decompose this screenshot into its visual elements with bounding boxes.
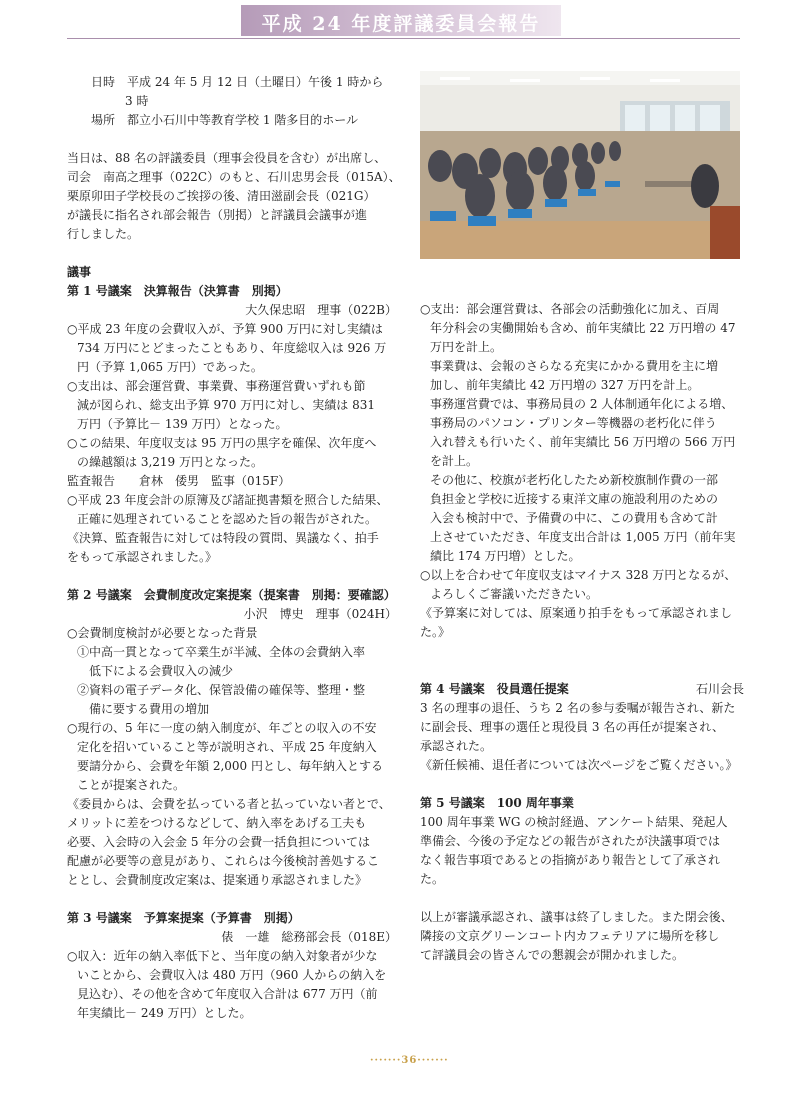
text-line: 加し、前年実績比 42 万円増の 327 万円を計上。 (430, 378, 700, 392)
text-line: 要請分から、会費を年額 2,000 円とし、毎年納入とする (77, 759, 383, 773)
text-line: 《新任候補、退任者については次ページをご覧ください。》 (420, 758, 738, 772)
text-line: その他に、校旗が老朽化したため新校旗制作費の一部 (430, 473, 719, 487)
text-line: 《委員からは、会費を払っている者と払っていない者とで、 (67, 797, 391, 811)
agenda4-title: 第 4 号議案 役員選任提案 (420, 682, 569, 696)
text-line: 低下による会費収入の減少 (89, 664, 234, 678)
text-line: ○会費制度検討が必要となった背景 (67, 626, 258, 640)
agenda4-presenter: 石川会長 (695, 682, 744, 696)
text-line: 司会 南高之理事（022C）のもと、石川忠男会長（015A）、 (67, 170, 401, 184)
page-number-value: 36 (401, 1055, 418, 1066)
spacer (420, 642, 744, 661)
text-line: 議事 (67, 265, 92, 279)
text-line: 事務運営費では、事務局員の 2 人体制通年化による増、 (430, 397, 734, 411)
text-line: 正確に処理されていることを認めた旨の報告がされた。 (77, 512, 378, 526)
agenda4-heading (420, 680, 744, 699)
text-line: が議長に指名され部会報告（別掲）と評議員会議事が進 (67, 208, 368, 222)
text-line: 第 3 号議案 予算案提案（予算書 別掲） (67, 911, 300, 925)
text-line: 第 2 号議案 会費制度改定案提案（提案書 別掲：要確認） (67, 588, 396, 602)
text-line: 734 万円にとどまったこともあり、年度総収入は 926 万 (77, 341, 387, 355)
text-line: 年実績比－ 249 万円）とした。 (77, 1006, 252, 1020)
text-line: ○以上を合わせて年度収支はマイナス 328 万円となるが、 (420, 568, 737, 582)
text-line: 日時 平成 24 年 5 月 12 日（土曜日）午後 1 時から (67, 75, 384, 89)
text-line: 以上が審議承認され、議事は終了しました。また閉会後、 (420, 910, 733, 924)
text-line: ととし、会費制度改定案は、提案通り承認されました》 (67, 873, 368, 887)
spacer (420, 775, 744, 794)
text-line: 万円を計上。 (430, 340, 503, 354)
text-line: の繰越額は 3,219 万円となった。 (77, 455, 263, 469)
text-line: 事務局のパソコン・プリンター等機器の老朽化に伴う (430, 416, 717, 430)
text-line: よろしくご審議いただきたい。 (430, 587, 599, 601)
text-line: 見込む）、その他を含めて年度収入合計は 677 万円（前 (77, 987, 378, 1001)
text-line: 負担金と学校に近接する東洋文庫の施設利用のための (430, 492, 719, 506)
text-line: 円（予算 1,065 万円）であった。 (77, 360, 263, 374)
text-line: 入会も検討中で、予備費の中に、この費用も含めて計 (430, 511, 718, 525)
text-line: 承認された。 (420, 739, 493, 753)
text-line: 必要、入会時の入会金 5 年分の会費一括負担については (67, 835, 371, 849)
text-line: 第 1 号議案 決算報告（決算書 別掲） (67, 284, 288, 298)
text-line: 隣接の文京グリーンコート内カフェテリアに場所を移し (420, 929, 720, 943)
text-line: ①中高一貫となって卒業生が半減、全体の会費納入率 (77, 645, 366, 659)
right-column (420, 300, 744, 965)
text-line: ○収入：近年の納入率低下と、当年度の納入対象者が少な (67, 949, 378, 963)
text-line: 大久保忠昭 理事（022B） (245, 303, 397, 317)
text-line: ○現行の、5 年に一度の納入制度が、年ごとの収入の不安 (67, 721, 377, 735)
text-line: 績比 174 万円増）とした。 (430, 549, 581, 563)
text-line: 俵 一雄 総務部会長（018E） (221, 930, 397, 944)
text-line: 定化を招いていること等が説明され、平成 25 年度納入 (77, 740, 377, 754)
text-line: メリットに差をつけるなどして、納入率をあげる工夫も (67, 816, 367, 830)
spacer (420, 661, 744, 680)
text-line: ○支出は、部会運営費、事業費、事務運営費いずれも節 (67, 379, 366, 393)
text-line: た。 (420, 872, 445, 886)
text-line: ○支出：部会運営費は、各部会の活動強化に加え、百周 (420, 302, 720, 316)
left-column (67, 73, 401, 1023)
text-line: 《決算、監査報告に対しては特段の質問、異議なく、拍手 (67, 531, 379, 545)
page-title: 平成 24 年度評議委員会報告 (261, 13, 541, 35)
text-line: 《予算案に対しては、原案通り拍手をもって承認されまし (420, 606, 733, 620)
text-line: 場所 都立小石川中等教育学校 1 階多目的ホール (67, 113, 359, 127)
text-line: ことが提案された。 (77, 778, 186, 792)
page-number: ·······36······· (370, 1055, 449, 1066)
text-line: ○この結果、年度収支は 95 万円の黒字を確保、次年度へ (67, 436, 377, 450)
text-line: 3 時 (125, 94, 149, 108)
text-line: 準備会、今後の予定などの報告がされたが決議事項では (420, 834, 721, 848)
spacer (67, 890, 397, 909)
text-line: 第 5 号議案 100 周年事業 (420, 796, 574, 810)
spacer (420, 889, 744, 908)
meeting-photo (420, 71, 740, 259)
text-line: ②資料の電子データ化、保管設備の確保等、整理・整 (77, 683, 366, 697)
text-line: いことから、会費収入は 480 万円（960 人からの納入を (77, 968, 387, 982)
text-line: 減が図られ、総支出予算 970 万円に対し、実績は 831 (77, 398, 375, 412)
meeting-hall-image (420, 71, 740, 259)
text-line: 監査報告 倉林 倭男 監事（015F） (67, 474, 291, 488)
spacer (67, 244, 397, 263)
text-line: 備に要する費用の増加 (89, 702, 210, 716)
text-line: なく報告事項であるとの指摘があり報告として了承され (420, 853, 721, 867)
text-line: 年分科会の実働開始も含め、前年実績比 22 万円増の 47 (430, 321, 736, 335)
text-line: 当日は、88 名の評議委員（理事会役員を含む）が出席し、 (67, 151, 387, 165)
text-line: 入れ替えも行いたく、前年実績比 56 万円増の 566 万円 (430, 435, 736, 449)
spacer (67, 567, 397, 586)
text-line: ○平成 23 年度の会費収入が、予算 900 万円に対し実績は (67, 322, 383, 336)
text-line: 配慮が必要等の意見があり、これらは今後検討善処するこ (67, 854, 380, 868)
text-line: 栗原卯田子学校長のご挨拶の後、清田滋副会長（021G） (67, 189, 376, 203)
text-line: 3 名の理事の退任、うち 2 名の参与委嘱が報告され、新た (420, 701, 736, 715)
text-line: た。》 (420, 625, 451, 639)
text-line: 事業費は、会報のさらなる充実にかかる費用を主に増 (430, 359, 719, 373)
text-line: 100 周年事業 WG の検討経過、アンケート結果、発起人 (420, 815, 728, 829)
header-divider (67, 38, 740, 39)
text-line: 上させていただき、年度支出合計は 1,005 万円（前年実 (430, 530, 736, 544)
text-line: 小沢 博史 理事（024H） (243, 607, 397, 621)
text-line: 行しました。 (67, 227, 140, 241)
text-line: ○平成 23 年度会計の原簿及び諸証拠書類を照合した結果、 (67, 493, 389, 507)
text-line: をもって承認されました。》 (67, 550, 218, 564)
text-line: て評議員会の皆さんでの懇親会が開かれました。 (420, 948, 685, 962)
spacer (67, 130, 397, 149)
text-line: 万円（予算比－ 139 万円）となった。 (77, 417, 288, 431)
text-line: に副会長、理事の選任と現役員 3 名の再任が提案され、 (420, 720, 724, 734)
text-line: を計上。 (430, 454, 479, 468)
title-banner (241, 5, 561, 36)
